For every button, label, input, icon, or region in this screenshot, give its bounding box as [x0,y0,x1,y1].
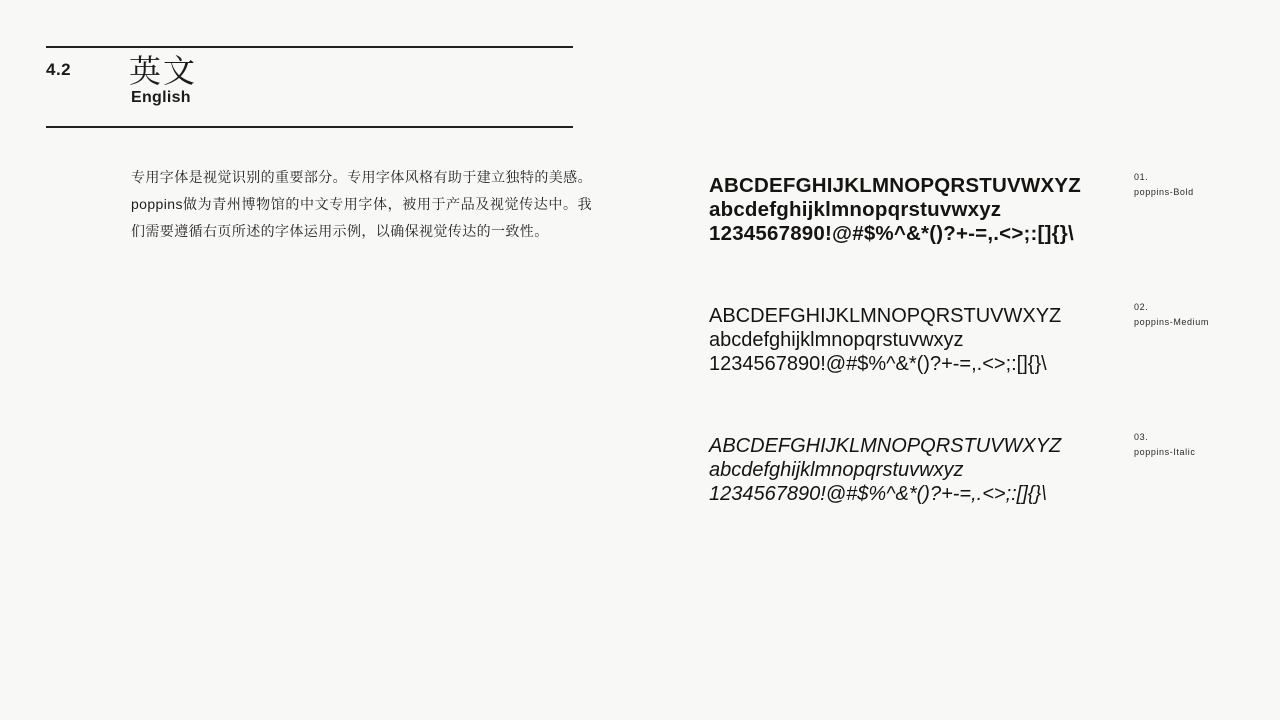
specimen-uppercase: ABCDEFGHIJKLMNOPQRSTUVWXYZ [709,174,1081,197]
header-rule-bottom [46,126,573,128]
specimen-poppins-bold [709,174,1129,246]
intro-paragraph: 专用字体是视觉识别的重要部分。专用字体风格有助于建立独特的美感。poppins做为青州博物馆的中文专用字体，被用于产品及视觉传达中。我们需要遵循右页所述的字体运用示例，以确保视觉传达的一致性。 [131,169,592,239]
specimen-label-bold [1134,170,1264,200]
header-rule-top [46,46,573,48]
specimen-label-medium [1134,300,1264,330]
specimen-font-name: poppins-Medium [1134,317,1209,327]
specimen-font-name: poppins-Italic [1134,447,1196,457]
specimen-lowercase: abcdefghijklmnopqrstuvwxyz [709,329,964,351]
specimen-index: 01. [1134,172,1149,182]
specimen-lowercase: abcdefghijklmnopqrstuvwxyz [709,198,1002,221]
specimen-numerals-symbols: 1234567890!@#$%^&*()?+-=,.<>;:[]{}\ [709,353,1047,375]
specimen-numerals-symbols: 1234567890!@#$%^&*()?+-=,.<>;:[]{}\ [709,222,1074,245]
specimen-index: 02. [1134,302,1149,312]
specimen-index: 03. [1134,432,1149,442]
specimen-lowercase: abcdefghijklmnopqrstuvwxyz [709,459,964,481]
specimen-uppercase: ABCDEFGHIJKLMNOPQRSTUVWXYZ [709,305,1062,327]
specimen-numerals-symbols: 1234567890!@#$%^&*()?+-=,.<>;:[]{}\ [709,483,1047,505]
page-title-english: English [131,89,191,106]
section-number: 4.2 [46,60,72,79]
page-title-chinese: 英文 [129,53,198,89]
specimen-poppins-medium [709,304,1129,376]
specimen-poppins-italic [709,434,1129,506]
specimen-font-name: poppins-Bold [1134,187,1194,197]
specimen-uppercase: ABCDEFGHIJKLMNOPQRSTUVWXYZ [709,435,1062,457]
specimen-label-italic [1134,430,1264,460]
